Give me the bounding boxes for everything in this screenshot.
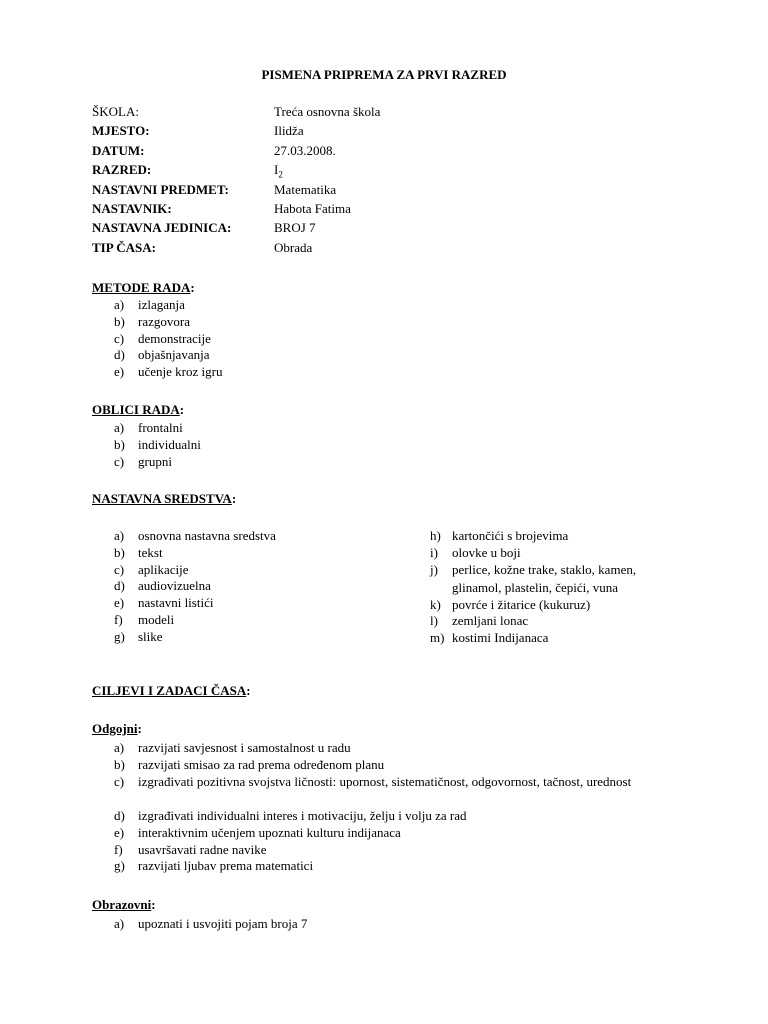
list-marker: e) bbox=[114, 595, 125, 611]
list-marker: a) bbox=[114, 420, 125, 435]
list-item-text: kostimi Indijanaca bbox=[452, 630, 549, 646]
list-item-text: izlaganja bbox=[138, 297, 185, 312]
list-marker: i) bbox=[430, 544, 438, 560]
info-value bbox=[274, 239, 312, 256]
info-value bbox=[274, 122, 304, 139]
list-marker: d) bbox=[114, 808, 125, 824]
info-label: DATUM: bbox=[92, 142, 145, 158]
info-value bbox=[274, 200, 351, 217]
metode-rada-heading: METODE RADA: bbox=[92, 280, 195, 295]
ciljevi-heading: CILJEVI I ZADACI ČASA: bbox=[92, 683, 251, 698]
list-item-text: nastavni listići bbox=[138, 595, 214, 611]
list-item-text: interaktivnim učenjem upoznati kulturu indijanaca bbox=[138, 824, 401, 840]
info-value-subscript: 2 bbox=[278, 169, 283, 180]
info-value-text: BROJ 7 bbox=[274, 220, 316, 236]
list-marker: j) bbox=[430, 561, 438, 577]
list-marker: a) bbox=[114, 916, 125, 931]
list-marker: c) bbox=[114, 561, 125, 577]
list-marker: h) bbox=[430, 528, 441, 543]
oblici-rada-heading-text: OBLICI RADA bbox=[92, 402, 180, 417]
list-marker: l) bbox=[430, 613, 438, 629]
list-marker: b) bbox=[114, 756, 125, 772]
list-item-text: perlice, kožne trake, staklo, kamen, bbox=[452, 561, 637, 577]
list-item-text: audiovizuelna bbox=[138, 578, 211, 594]
list-marker: c) bbox=[114, 773, 125, 789]
list-marker: m) bbox=[430, 630, 445, 646]
list-item-text: zemljani lonac bbox=[452, 613, 529, 629]
info-value-text: Obrada bbox=[274, 239, 313, 255]
info-value-text: Habota Fatima bbox=[274, 201, 351, 216]
info-label: NASTAVNIK: bbox=[92, 201, 172, 216]
info-value-text: I bbox=[274, 162, 279, 178]
list-item-text: povrće i žitarice (kukuruz) bbox=[452, 596, 591, 612]
list-marker: e) bbox=[114, 364, 125, 380]
list-marker: d) bbox=[114, 347, 125, 363]
info-label: NASTAVNA JEDINICA: bbox=[92, 220, 232, 236]
ciljevi-heading-text: CILJEVI I ZADACI ČASA bbox=[92, 683, 247, 698]
list-marker: c) bbox=[114, 453, 125, 469]
list-item-text: razgovora bbox=[138, 313, 190, 329]
list-item-text: razvijati smisao za rad prema određenom planu bbox=[138, 756, 385, 772]
info-value-text: 27.03.2008. bbox=[274, 142, 336, 158]
list-marker: k) bbox=[430, 596, 441, 612]
list-item-text: demonstracije bbox=[138, 330, 211, 346]
list-marker: b) bbox=[114, 313, 125, 329]
list-item-text: grupni bbox=[138, 453, 172, 469]
info-value-text: Ilidža bbox=[274, 123, 304, 139]
metode-rada-heading-text: METODE RADA bbox=[92, 280, 191, 295]
info-label: MJESTO: bbox=[92, 123, 150, 139]
info-value bbox=[274, 142, 336, 159]
info-value bbox=[274, 219, 316, 236]
odgojni-heading: Odgojni: bbox=[92, 721, 142, 736]
list-marker: d) bbox=[114, 578, 125, 594]
list-item-text: modeli bbox=[138, 611, 175, 627]
list-item-text: osnovna nastavna sredstva bbox=[138, 528, 276, 543]
nastavna-sredstva-heading-text: NASTAVNA SREDSTVA bbox=[92, 491, 232, 506]
list-marker: e) bbox=[114, 824, 125, 840]
info-label: ŠKOLA: bbox=[92, 104, 139, 119]
list-marker: f) bbox=[114, 611, 123, 627]
list-item-text: razvijati ljubav prema matematici bbox=[138, 858, 314, 874]
list-item-text: tekst bbox=[138, 544, 163, 560]
obrazovni-heading-text: Obrazovni bbox=[92, 897, 152, 912]
list-item-text-continued: glinamol, plastelin, čepići, vuna bbox=[452, 579, 619, 595]
list-item-text: razvijati savjesnost i samostalnost u radu bbox=[138, 740, 351, 755]
list-marker: b) bbox=[114, 436, 125, 452]
list-marker: a) bbox=[114, 740, 125, 755]
list-item-text: frontalni bbox=[138, 420, 183, 435]
list-marker: c) bbox=[114, 330, 125, 346]
list-item-text: izgrađivati pozitivna svojstva ličnosti: upornost, sistematičnost, odgovornost, tačnost, urednost bbox=[138, 773, 632, 789]
odgojni-heading-text: Odgojni bbox=[92, 721, 138, 736]
info-value-text: Matematika bbox=[274, 181, 337, 197]
info-value bbox=[274, 181, 336, 198]
list-item-text: učenje kroz igru bbox=[138, 364, 223, 380]
list-item-text: aplikacije bbox=[138, 561, 189, 577]
info-label: TIP ČASA: bbox=[92, 239, 156, 255]
nastavna-sredstva-heading: NASTAVNA SREDSTVA: bbox=[92, 491, 237, 506]
list-item-text: olovke u boji bbox=[452, 544, 521, 560]
info-value-text: Treća osnovna škola bbox=[274, 104, 381, 119]
list-item-text: objašnjavanja bbox=[138, 347, 210, 363]
list-marker: a) bbox=[114, 528, 125, 543]
list-marker: f) bbox=[114, 841, 123, 857]
list-item-text: usavršavati radne navike bbox=[138, 841, 267, 857]
list-item-text: izgrađivati individualni interes i motivaciju, želju i volju za rad bbox=[138, 808, 467, 824]
list-item-text: upoznati i usvojiti pojam broja 7 bbox=[138, 916, 308, 931]
info-label: RAZRED: bbox=[92, 162, 152, 178]
list-marker: g) bbox=[114, 858, 125, 874]
info-label: NASTAVNI PREDMET: bbox=[92, 181, 229, 197]
list-item-text: slike bbox=[138, 628, 163, 644]
list-marker: b) bbox=[114, 544, 125, 560]
list-marker: g) bbox=[114, 628, 125, 644]
oblici-rada-heading: OBLICI RADA: bbox=[92, 402, 185, 417]
obrazovni-heading: Obrazovni: bbox=[92, 897, 156, 912]
list-item-text: kartončići s brojevima bbox=[452, 528, 569, 543]
page-title: PISMENA PRIPREMA ZA PRVI RAZRED bbox=[261, 67, 507, 82]
list-marker: a) bbox=[114, 297, 125, 312]
list-item-text: individualni bbox=[138, 436, 201, 452]
info-value bbox=[274, 103, 380, 120]
